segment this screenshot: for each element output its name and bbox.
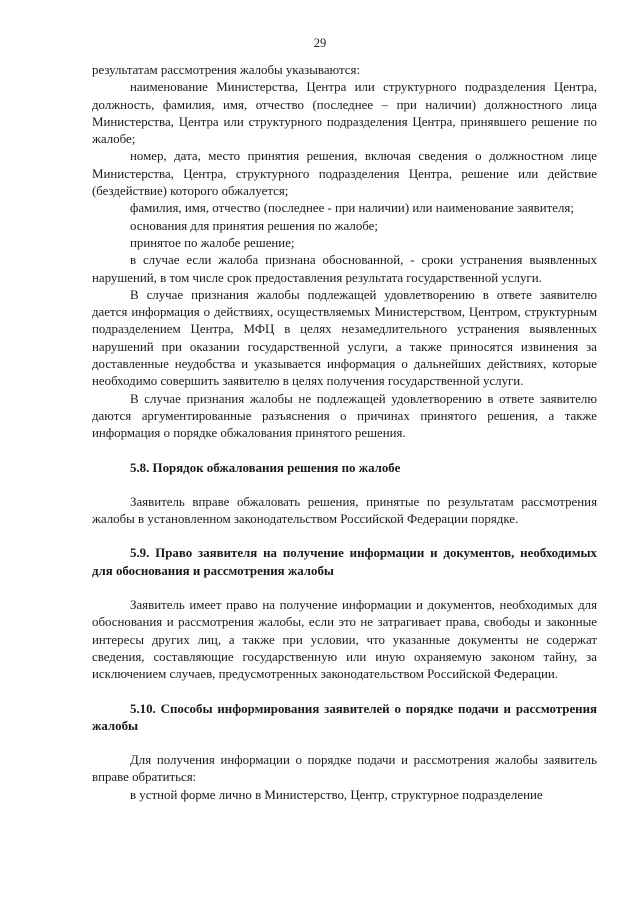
section-5-8-text: Заявитель вправе обжаловать решения, принятые по результатам рассмотрения жалобы в установленном законодательством Российской Федерации порядке. <box>92 494 597 527</box>
section-5-10-item: в устной форме лично в Министерство, Центр, структурное подразделение <box>130 787 543 802</box>
paragraph: номер, дата, место принятия решения, включая сведения о должностном лице Министерства, Центра, структурного подразделения Центра, решение или действие (бездействие) которого обжалуется; <box>92 149 597 199</box>
section-heading-5-10: 5.10. Способы информирования заявителей о порядке подачи и рассмотрения жалобы <box>92 701 597 733</box>
paragraph: принятое по жалобе решение; <box>130 235 295 250</box>
paragraph: в случае если жалоба признана обоснованной, - сроки устранения выявленных нарушений, в том числе срок предоставления результата государственной услуги. <box>92 253 597 285</box>
section-5-10-text: Для получения информации о порядке подачи и рассмотрения жалобы заявитель вправе обратиться: <box>92 753 597 785</box>
paragraph: основания для принятия решения по жалобе; <box>130 218 378 233</box>
paragraph: В случае признания жалобы подлежащей удовлетворению в ответе заявителю дается информация о действиях, осуществляемых Министерством, Центром, структурным подразделением Центра, МФЦ в целях незамедлительного устранения выявленных нарушений при оказании государственной услуги, а также приносятся извинения за доставленные неудобства и указывается информация о дальнейших действиях, которые необходимо совершить заявителю в целях получения государственной услуги. <box>92 287 597 389</box>
paragraph: В случае признания жалобы не подлежащей удовлетворению в ответе заявителю даются аргументированные разъяснения о причинах принятого решения, а также информация о порядке обжалования принятого решения. <box>92 391 597 441</box>
paragraph: результатам рассмотрения жалобы указываются: <box>92 63 361 77</box>
section-5-9-text: Заявитель имеет право на получение информации и документов, необходимых для обоснования и рассмотрения жалобы, если это не затрагивает права, свободы и законные интересы других лиц, а также при условии, что указанные документы не содержат сведения, составляющие государственную или иную охраняемую законом тайну, за исключением случаев, предусмотренных законодательством Российской Федерации. <box>92 598 597 682</box>
paragraph: наименование Министерства, Центра или структурного подразделения Центра, должность, фамилия, имя, отчество (последнее – при наличии) должностного лица Министерства, Центра или структурного подразделения Центра, принявшего решение по жалобе; <box>92 80 597 147</box>
paragraph: фамилия, имя, отчество (последнее - при наличии) или наименование заявителя; <box>130 201 574 216</box>
page-number: 29 <box>313 36 327 50</box>
section-heading-5-8: 5.8. Порядок обжалования решения по жалобе <box>130 460 401 475</box>
page-content <box>92 62 597 804</box>
section-heading-5-9: 5.9. Право заявителя на получение информации и документов, необходимых для обоснования и рассмотрения жалобы <box>92 546 597 578</box>
